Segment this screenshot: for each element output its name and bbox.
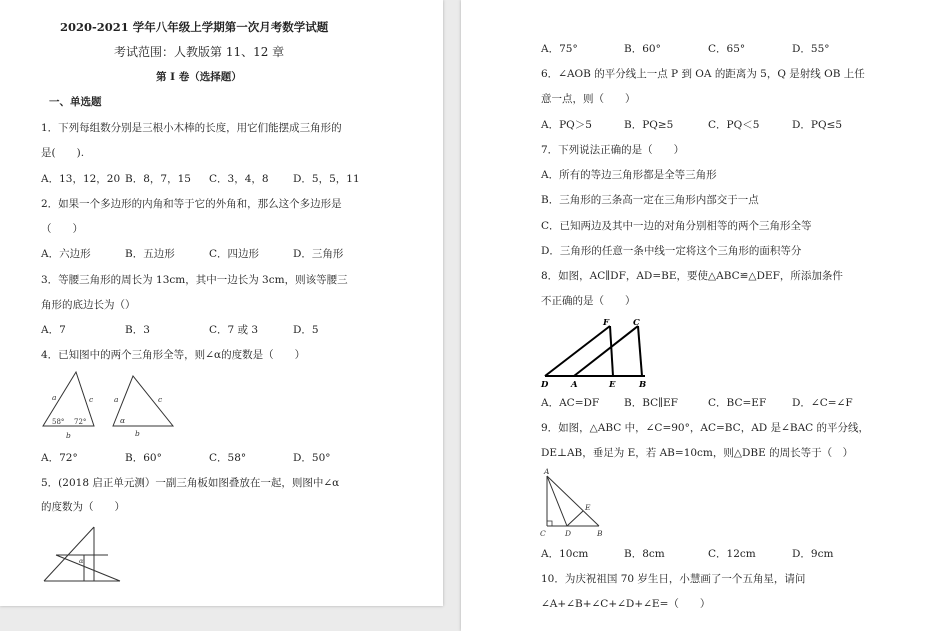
left-page xyxy=(0,0,443,606)
volume-heading: 第 I 卷（选择题） xyxy=(156,71,242,83)
q9-figure xyxy=(539,466,614,542)
q7-option-a[interactable]: A．所有的等边三角形都是全等三角形 xyxy=(541,169,717,181)
q4-option-d[interactable]: D．50° xyxy=(293,452,331,464)
q4-label-a2: a xyxy=(114,395,119,404)
q8-label-F: F xyxy=(603,318,610,328)
q4-option-c[interactable]: C．58° xyxy=(209,452,247,464)
q9-label-B: B xyxy=(597,529,603,538)
q3-text-line2: 角形的底边长为（） xyxy=(41,299,136,311)
q9-label-D: D xyxy=(565,529,572,538)
q9-segment-AB xyxy=(547,476,599,526)
q2-option-c[interactable]: C．四边形 xyxy=(209,248,260,260)
q8-segment-DF xyxy=(545,326,610,376)
q8-option-b[interactable]: B．BC∥EF xyxy=(624,397,678,409)
q9-segment-DE xyxy=(567,511,583,526)
q5-option-a[interactable]: A．75° xyxy=(541,43,578,55)
q9-label-E: E xyxy=(585,503,591,512)
q10-text-line2: ∠A+∠B+∠C+∠D+∠E=（ ） xyxy=(541,598,711,610)
q8-option-a[interactable]: A．AC=DF xyxy=(541,397,600,409)
q4-label-c: c xyxy=(89,395,94,404)
q8-text-line1: 8．如图，AC∥DF，AD=BE，要使△ABC≌△DEF，所添加条件 xyxy=(541,270,843,282)
q4-angle-58: 58° xyxy=(52,418,65,426)
q9-option-d[interactable]: D．9cm xyxy=(792,548,834,560)
exam-scope: 考试范围：人教版第 11、12 章 xyxy=(114,45,285,59)
q6-option-a[interactable]: A．PQ＞5 xyxy=(541,119,592,131)
q5-left-edge xyxy=(44,527,94,581)
q9-right-angle-mark xyxy=(547,521,552,526)
q4-option-b[interactable]: B．60° xyxy=(125,452,162,464)
right-page xyxy=(461,0,931,631)
q8-label-D: D xyxy=(541,380,549,390)
q4-text-line1: 4．已知图中的两个三角形全等，则∠α的度数是（ ） xyxy=(41,349,306,361)
q8-label-A: A xyxy=(571,380,578,390)
q1-option-b[interactable]: B．8，7，15 xyxy=(125,173,191,185)
q6-option-d[interactable]: D．PQ≤5 xyxy=(792,119,843,131)
q9-option-b[interactable]: B．8cm xyxy=(624,548,665,560)
q6-text-line1: 6．∠AOB 的平分线上一点 P 到 OA 的距离为 5，Q 是射线 OB 上任 xyxy=(541,68,865,80)
q8-text-line2: 不正确的是（ ） xyxy=(541,295,636,307)
q3-option-c[interactable]: C．7 或 3 xyxy=(209,324,259,336)
q2-text-line2: （ ） xyxy=(41,223,83,235)
q9-label-A: A xyxy=(544,467,550,476)
q9-label-C: C xyxy=(540,529,546,538)
q4-label-a: a xyxy=(52,393,57,402)
q4-figure xyxy=(38,368,178,440)
q9-segment-AD xyxy=(547,476,567,526)
q1-text-line1: 1．下列每组数分别是三根小木棒的长度，用它们能摆成三角形的 xyxy=(41,122,342,134)
section-heading: 一、单选题 xyxy=(49,96,102,108)
q8-label-C: C xyxy=(633,318,640,328)
q4-label-b2: b xyxy=(135,429,140,438)
q4-label-b: b xyxy=(66,431,71,440)
q9-option-c[interactable]: C．12cm xyxy=(708,548,756,560)
exam-title: 2020-2021 学年八年级上学期第一次月考数学试题 xyxy=(60,20,329,34)
q8-option-c[interactable]: C．BC=EF xyxy=(708,397,767,409)
q2-option-a[interactable]: A．六边形 xyxy=(41,248,91,260)
q4-angle-72: 72° xyxy=(74,418,87,426)
q1-option-d[interactable]: D．5，5，11 xyxy=(293,173,360,185)
q1-option-a[interactable]: A．13，12，20 xyxy=(41,173,121,185)
q8-option-d[interactable]: D．∠C=∠F xyxy=(792,397,853,409)
q3-option-d[interactable]: D．5 xyxy=(293,324,319,336)
q4-label-c2: c xyxy=(158,395,163,404)
q3-text-line1: 3．等腰三角形的周长为 13cm，其中一边长为 3cm，则该等腰三 xyxy=(41,274,348,286)
q8-segment-AC xyxy=(574,326,638,376)
q9-text-line2: DE⊥AB，垂足为 E，若 AB=10cm，则△DBE 的周长等于（ ） xyxy=(541,447,854,459)
q8-label-B: B xyxy=(639,380,647,390)
q10-text-line1: 10．为庆祝祖国 70 岁生日，小慧画了一个五角星，请问 xyxy=(541,573,806,585)
q5-option-d[interactable]: D．55° xyxy=(792,43,830,55)
q2-option-b[interactable]: B．五边形 xyxy=(125,248,175,260)
q7-option-d[interactable]: D．三角形的任意一条中线一定将这个三角形的面积等分 xyxy=(541,245,802,257)
q5-text-line1: 5．(2018 启正单元测）一副三角板如图叠放在一起，则图中∠α xyxy=(41,477,340,489)
q1-text-line2: 是( ). xyxy=(41,147,85,159)
q7-option-b[interactable]: B．三角形的三条高一定在三角形内部交于一点 xyxy=(541,194,759,206)
q5-option-b[interactable]: B．60° xyxy=(624,43,661,55)
q2-text-line1: 2．如果一个多边形的内角和等于它的外角和，那么这个多边形是 xyxy=(41,198,342,210)
q9-text-line1: 9．如图，△ABC 中，∠C=90°，AC=BC，AD 是∠BAC 的平分线， xyxy=(541,422,870,434)
q8-segment-FE xyxy=(610,326,613,376)
q5-label-alpha: α xyxy=(79,557,84,565)
q6-option-c[interactable]: C．PQ＜5 xyxy=(708,119,760,131)
q1-option-c[interactable]: C．3，4，8 xyxy=(209,173,269,185)
q5-figure xyxy=(42,523,124,585)
q7-text-line1: 7．下列说法正确的是（ ） xyxy=(541,144,685,156)
q9-option-a[interactable]: A．10cm xyxy=(541,548,589,560)
q3-option-a[interactable]: A．7 xyxy=(41,324,66,336)
q2-option-d[interactable]: D．三角形 xyxy=(293,248,344,260)
q6-text-line2: 意一点，则（ ） xyxy=(541,93,636,105)
q5-diagonal xyxy=(56,555,120,581)
q4-label-alpha: α xyxy=(120,416,126,425)
q3-option-b[interactable]: B．3 xyxy=(125,324,150,336)
q5-text-line2: 的度数为（ ） xyxy=(41,501,125,513)
q8-figure xyxy=(541,316,651,392)
q6-option-b[interactable]: B．PQ≥5 xyxy=(624,119,674,131)
q5-option-c[interactable]: C．65° xyxy=(708,43,746,55)
q8-label-E: E xyxy=(609,380,616,390)
q8-segment-CB xyxy=(638,326,642,376)
q4-option-a[interactable]: A．72° xyxy=(41,452,78,464)
q7-option-c[interactable]: C．已知两边及其中一边的对角分别相等的两个三角形全等 xyxy=(541,220,812,232)
